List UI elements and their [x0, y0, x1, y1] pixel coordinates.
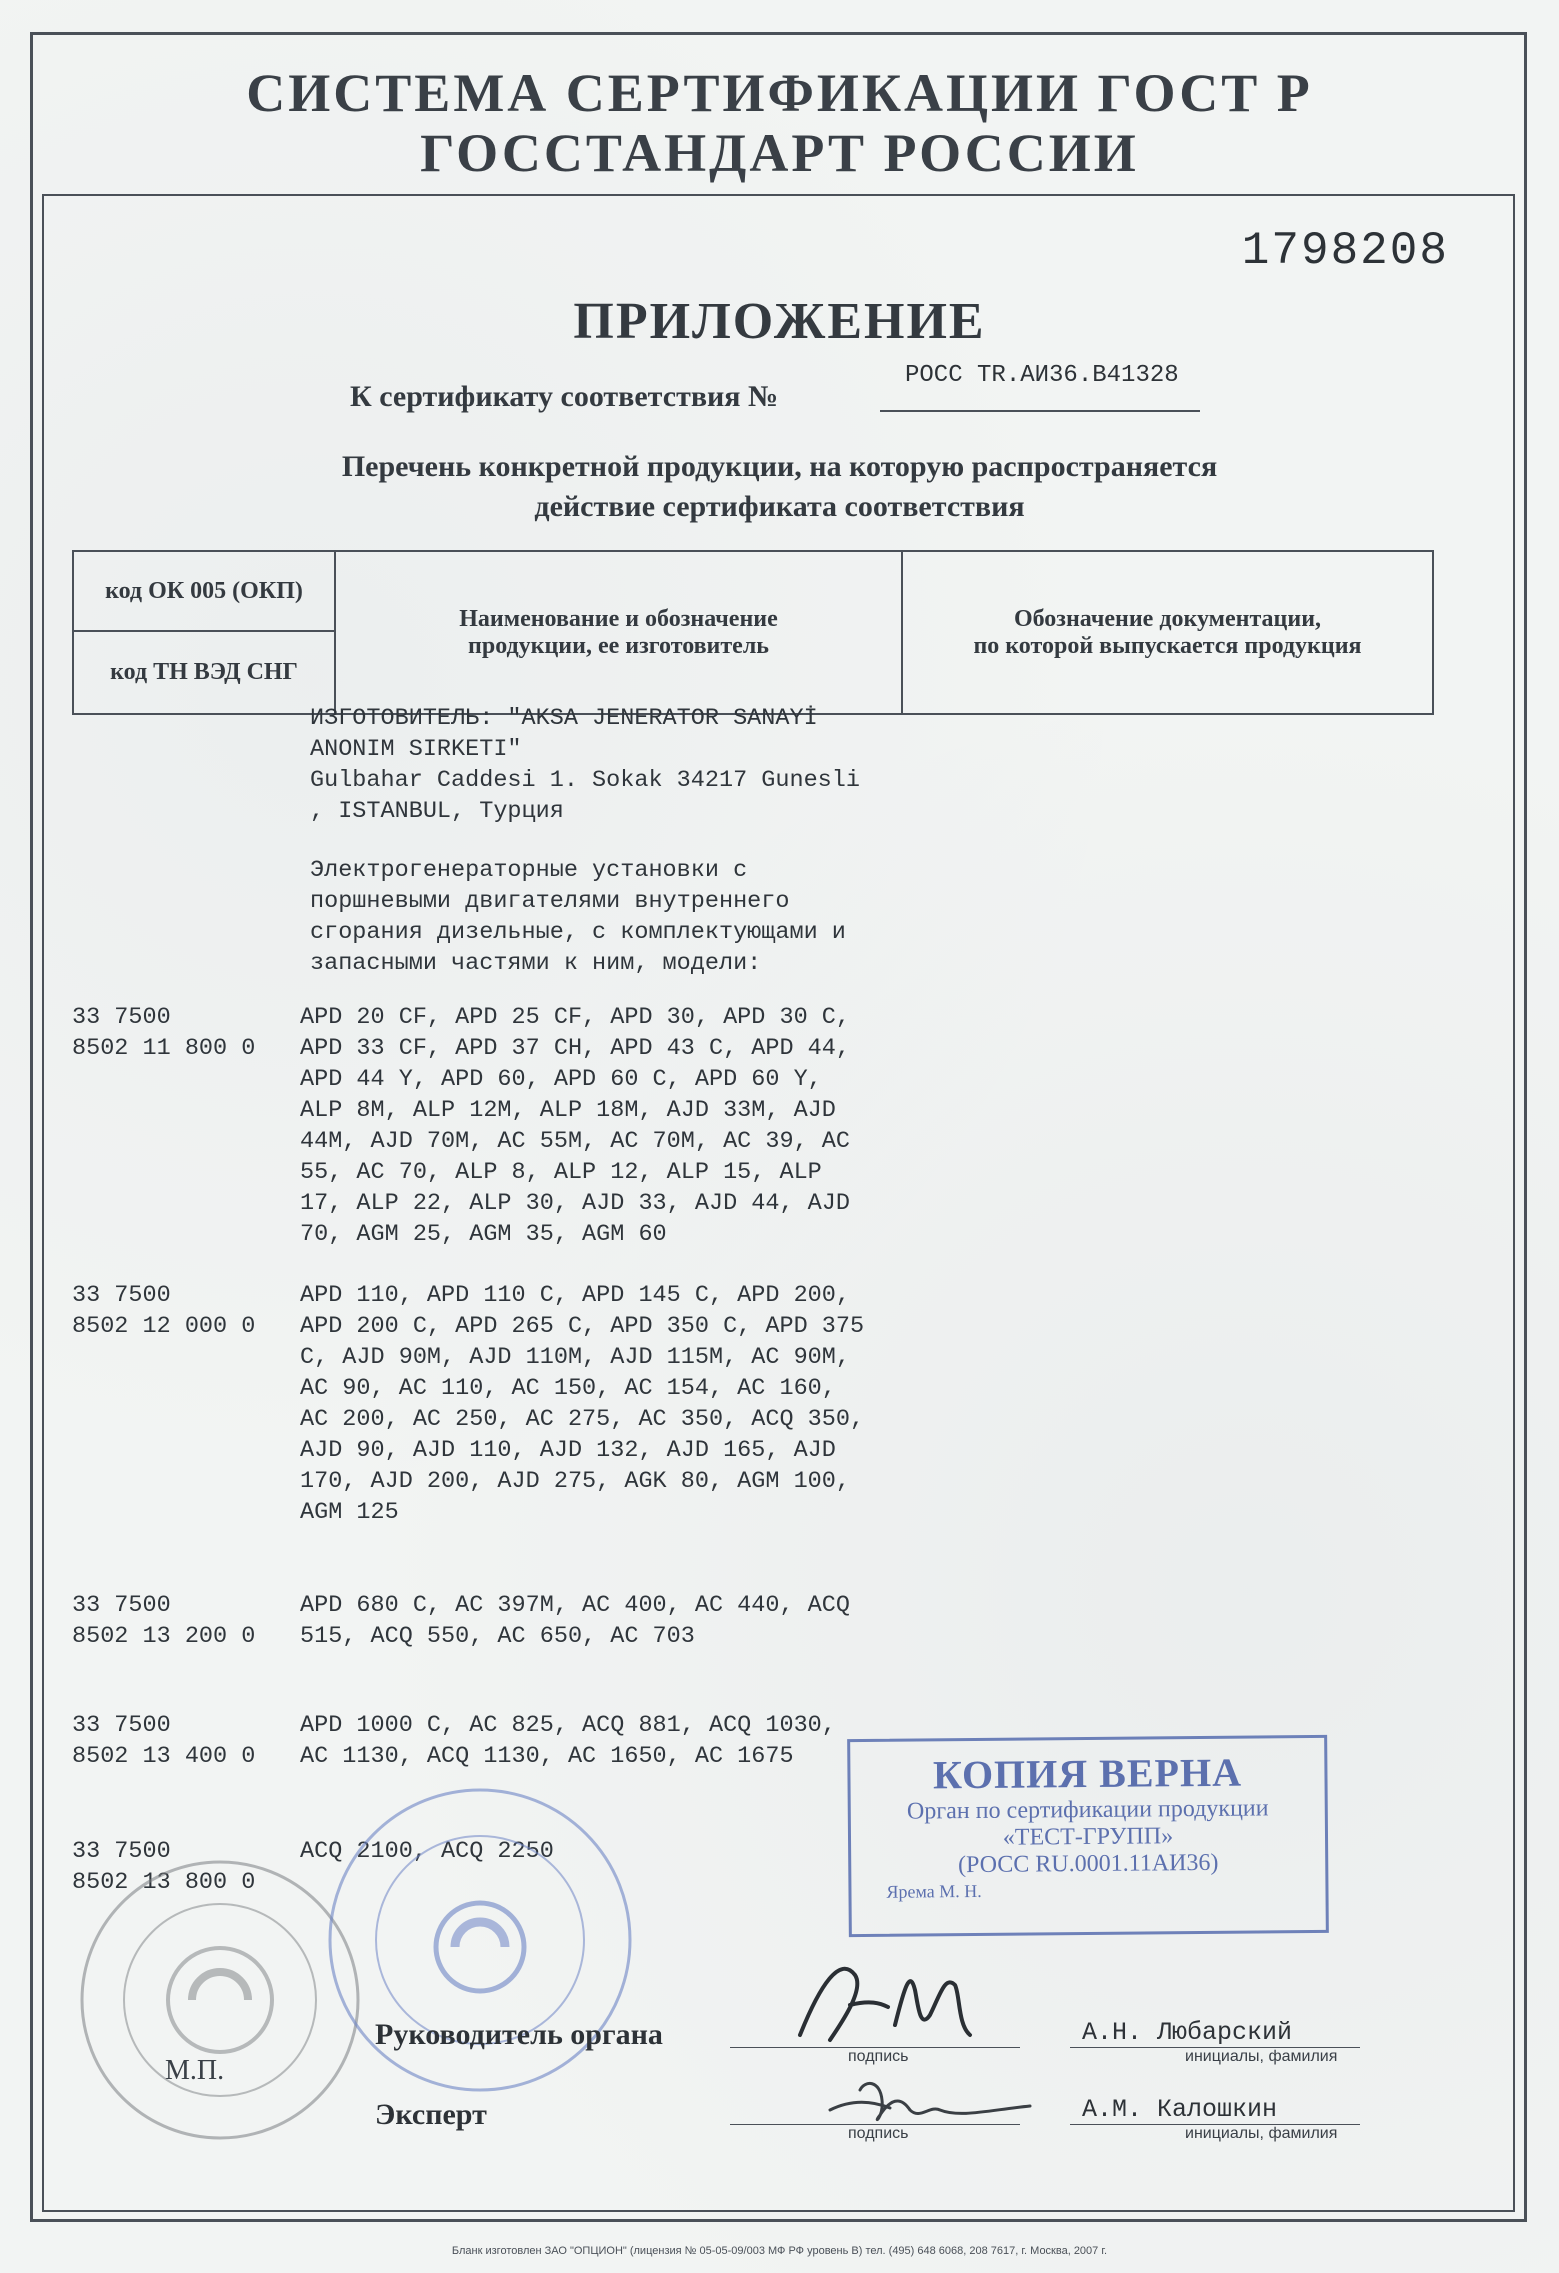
manufacturer-line1: ИЗГОТОВИТЕЛЬ: "AKSA JENERATOR SANAYİ [310, 705, 818, 732]
manufacturer-line4: , ISTANBUL, Турция [310, 798, 564, 825]
stamp-line3: «ТЕСТ-ГРУПП» [1002, 1823, 1174, 1851]
model-line: ACQ 2100, ACQ 2250 [300, 1838, 554, 1865]
cert-label: К сертификату соответствия № [350, 380, 779, 413]
okp-code: 33 7500 [72, 1592, 171, 1619]
manufacturer-line3: Gulbahar Caddesi 1. Sokak 34217 Gunesli [310, 767, 860, 794]
tnved-code: 8502 13 400 0 [72, 1743, 256, 1770]
system-title: СИСТЕМА СЕРТИФИКАЦИИ ГОСТ Р [246, 63, 1313, 123]
model-line: APD 33 CF, APD 37 CH, APD 43 C, APD 44, [300, 1035, 850, 1062]
model-line: APD 20 CF, APD 25 CF, APD 30, APD 30 C, [300, 1004, 850, 1031]
group-codes [72, 1280, 312, 1342]
model-list [300, 1590, 1060, 1652]
expert-signature [820, 2070, 1050, 2140]
description-line3: сгорания дизельные, с комплектующами и [310, 919, 846, 946]
header-documentation-line2: по которой выпускается продукция [973, 632, 1362, 659]
copy-verified-stamp [847, 1735, 1329, 1937]
tnved-code: 8502 11 800 0 [72, 1035, 256, 1062]
expert-name: А.М. Калошкин [1082, 2095, 1278, 2124]
model-line: AGM 125 [300, 1499, 399, 1526]
appendix-title: ПРИЛОЖЕНИЕ [573, 293, 986, 350]
group-codes [72, 1710, 312, 1772]
header-documentation [902, 551, 1433, 714]
head-signature [780, 1945, 1010, 2055]
model-line: 70, AGM 25, AGM 35, AGM 60 [300, 1221, 667, 1248]
stamp-line2: Орган по сертификации продукции [906, 1795, 1269, 1825]
model-line: 44M, AJD 70M, AC 55M, AC 70M, AC 39, AC [300, 1128, 850, 1155]
description-line4: запасными частями к ним, модели: [310, 950, 762, 977]
model-line: APD 1000 C, AC 825, ACQ 881, ACQ 1030, [300, 1712, 836, 1739]
model-list [300, 1280, 1060, 1528]
head-label: Руководитель органа [375, 2018, 663, 2051]
manufacturer-block [310, 703, 860, 827]
manufacturer-line2: ANONIM SIRKETI" [310, 736, 522, 763]
model-line: AC 90, AC 110, AC 150, AC 154, AC 160, [300, 1375, 836, 1402]
header-product-name [335, 551, 902, 714]
okp-code: 33 7500 [72, 1282, 171, 1309]
model-line: 515, ACQ 550, AC 650, AC 703 [300, 1623, 695, 1650]
model-line: AC 200, AC 250, AC 275, AC 350, ACQ 350, [300, 1406, 865, 1433]
okp-code: 33 7500 [72, 1004, 171, 1031]
stamp-line4: (РОСС RU.0001.11АИ36) [957, 1849, 1219, 1879]
cert-underline [880, 410, 1200, 412]
form-footer: Бланк изготовлен ЗАО "ОПЦИОН" (лицензия № 05-05-09/003 МФ РФ уровень В) тел. (495) 648 6068, 208 7617, г. Москва, 2007 г. [451, 2245, 1108, 2257]
header-documentation-line1: Обозначение документации, [1013, 605, 1322, 632]
tnved-code: 8502 12 000 0 [72, 1313, 256, 1340]
stamp-line5: Ярема М. Н. [886, 1880, 982, 1902]
okp-code: 33 7500 [72, 1838, 171, 1865]
model-list [300, 1002, 1060, 1250]
table-header [72, 550, 1434, 715]
okp-code: 33 7500 [72, 1712, 171, 1739]
expert-label: Эксперт [375, 2098, 487, 2131]
model-line: 55, AC 70, ALP 8, ALP 12, ALP 15, ALP [300, 1159, 822, 1186]
model-line: APD 110, APD 110 C, APD 145 C, APD 200, [300, 1282, 850, 1309]
subtitle-line2: действие сертификата соответствия [534, 490, 1025, 523]
description-line1: Электрогенераторные установки с [310, 857, 748, 884]
model-line: AC 1130, ACQ 1130, AC 1650, AC 1675 [300, 1743, 794, 1770]
head-caption-sign: подпись [848, 2048, 909, 2065]
form-number: 1798208 [1241, 225, 1449, 277]
header-product-name-line2: продукции, ее изготовитель [468, 632, 769, 659]
round-seal-blue [315, 1775, 645, 2105]
head-caption-name: инициалы, фамилия [1185, 2048, 1338, 2065]
description-line2: поршневыми двигателями внутреннего [310, 888, 790, 915]
subtitle-line1: Перечень конкретной продукции, на которую распространяется [341, 450, 1218, 483]
model-line: APD 44 Y, APD 60, APD 60 C, APD 60 Y, [300, 1066, 822, 1093]
model-line: APD 680 C, AC 397M, AC 400, AC 440, ACQ [300, 1592, 850, 1619]
product-description [310, 855, 846, 979]
expert-caption-sign: подпись [848, 2125, 909, 2142]
cert-number: РОСС TR.АИ36.В41328 [905, 362, 1179, 389]
agency-title: ГОССТАНДАРТ РОССИИ [420, 123, 1139, 183]
expert-caption-name: инициалы, фамилия [1185, 2125, 1338, 2142]
tnved-code: 8502 13 800 0 [72, 1869, 256, 1896]
model-line: 170, AJD 200, AJD 275, AGK 80, AGM 100, [300, 1468, 850, 1495]
model-line: 17, ALP 22, ALP 30, AJD 33, AJD 44, AJD [300, 1190, 850, 1217]
model-line: APD 200 C, APD 265 C, APD 350 C, APD 375 [300, 1313, 865, 1340]
model-line: AJD 90, AJD 110, AJD 132, AJD 165, AJD [300, 1437, 836, 1464]
header-product-name-line1: Наименование и обозначение [459, 605, 778, 632]
head-name: А.Н. Любарский [1082, 2018, 1293, 2047]
group-codes [72, 1002, 312, 1064]
model-line: ALP 8M, ALP 12M, ALP 18M, AJD 33M, AJD [300, 1097, 836, 1124]
seal-place-label: М.П. [165, 2055, 225, 2086]
group-codes [72, 1590, 312, 1652]
header-code-okp: код ОК 005 (ОКП) [73, 551, 335, 631]
tnved-code: 8502 13 200 0 [72, 1623, 256, 1650]
header-code-tnved: код ТН ВЭД СНГ [73, 631, 335, 714]
model-line: C, AJD 90M, AJD 110M, AJD 115M, AC 90M, [300, 1344, 850, 1371]
stamp-title: КОПИЯ ВЕРНА [932, 1749, 1243, 1798]
